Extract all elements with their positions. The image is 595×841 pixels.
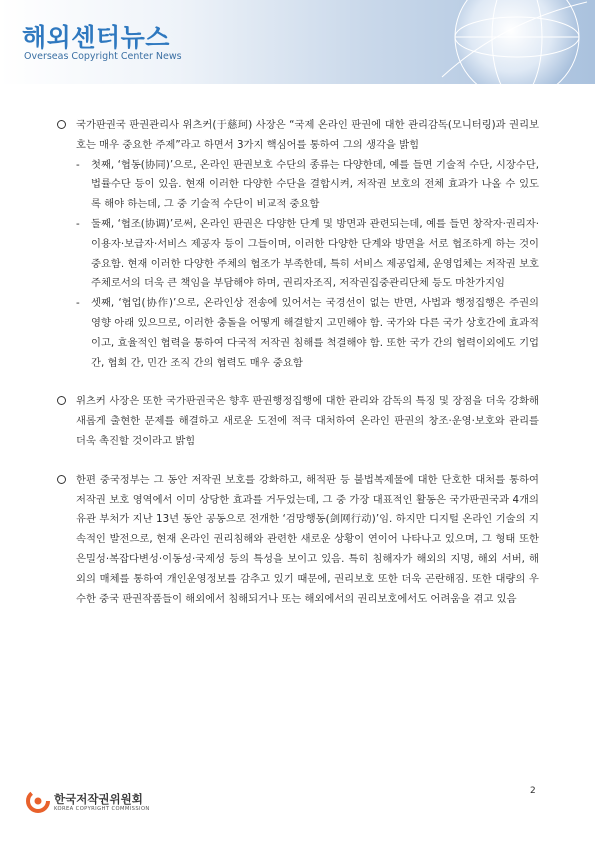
circle-bullet-icon — [57, 120, 66, 129]
sub-item-text: 셋째, ‘협업(协作)’으로, 온라인상 전송에 있어서는 국경선이 없는 반면, 사법과 행정집행은 주권의 영향 아래 있으므로, 이러한 충돌을 어떻게 해결할지 고민해야 함. 국가와 다른 국가 상호간에 효과적이고, 효율적인 협력을 통하여 다국적 저작권 침해를 척결해야 함. 또한 국가 간의 협력이외에도 기업 간, 협회 간, 민간 조직 간의 협력도 매우 중요함 — [91, 297, 539, 369]
bullet-paragraph — [57, 392, 539, 451]
globe-graphic — [422, 0, 587, 84]
header-banner — [0, 0, 595, 84]
dash-marker: - — [76, 158, 80, 171]
bullet-paragraph — [57, 116, 539, 156]
paragraph-text: 국가판권국 판권관리사 위츠커(于慈珂) 사장은 “국제 온라인 판권에 대한 관리감독(모니터링)과 권리보호는 매우 중요한 주제”라고 하면서 3가지 핵심어를 통하여 그의 생각을 밝힘 — [76, 119, 539, 151]
bullet-paragraph — [57, 471, 539, 610]
paragraph-text: 위츠커 사장은 또한 국가판권국은 향후 판권행정집행에 대한 관리와 감독의 특징 및 장점을 더욱 강화해 새롭게 출현한 문제를 해결하고 새로운 도전에 적극 대처하여 온라인 판권의 창조·운영·보호와 관리를 더욱 촉진할 것이라고 밝힘 — [76, 395, 539, 447]
circle-bullet-icon — [57, 396, 66, 405]
sub-item — [57, 156, 539, 215]
article-body — [57, 116, 539, 609]
sub-item — [57, 294, 539, 373]
circle-bullet-icon — [57, 475, 66, 484]
sub-item-text: 첫째, ‘협동(协同)’으로, 온라인 판권보호 수단의 종류는 다양한데, 예를 들면 기술적 수단, 시장수단, 법률수단 등이 있음. 현재 이러한 다양한 수단을 결합시켜, 저작권 보호의 전체 효과가 나올 수 있도록 해야 하는데, 그 중 기술적 수단이 비교적 중요함 — [91, 158, 539, 211]
sub-item-text: 둘째, ‘협조(协调)’로써, 온라인 판권은 다양한 단계 및 방면과 관련되는데, 예를 들면 창작자·권리자·이용자·보급자·서비스 제공자 등이 그들이며, 이러한 다양한 단계와 방면을 서로 협조하게 하는 것이 중요함. 현재 이러한 다양한 주체의 협조가 부족한데, 특히 서비스 제공업체, 운영업체는 저작권 보호 주체로서의 더욱 큰 책임을 부담해야 하며, 권리자조직, 저작권집중관리단체 등도 마찬가지임 — [91, 217, 539, 290]
paragraph-text: 한편 중국정부는 그 동안 저작권 보호를 강화하고, 해적판 등 불법복제물에 대한 단호한 대처를 통하여 저작권 보호 영역에서 이미 상당한 효과를 거두었는데, 그 중 가장 대표적인 활동은 국가판권국과 4개의 유관 부처가 지난 13년 동안 공동으로 전개한 ‘검망행동(剑网行动)’임. 하지만 디지털 온라인 기술의 지속적인 발전으로, 현재 온라인 권리침해와 관련한 새로운 상황이 연이어 나타나고 있으며, 그 형태 또한 은밀성·복잡다변성·이동성·국제성 등의 특성을 보이고 있음. 특히 침해자가 해외의 지명, 해외 서버, 해외의 매체를 통하여 개인운영정보를 감추고 있기 때문에, 권리보호 또한 더욱 곤란해짐. 또한 대량의 우수한 중국 판권작품들이 해외에서 침해되거나 또는 해외에서의 권리보호에서도 어려움을 겪고 있음 — [76, 473, 539, 605]
copyright-commission-logo-icon — [26, 789, 50, 813]
page-number: 2 — [530, 786, 536, 796]
organization-name-english: KOREA COPYRIGHT COMMISSION — [54, 806, 150, 812]
dash-marker: - — [76, 217, 80, 230]
newsletter-title: 해외센터뉴스 — [22, 23, 170, 52]
newsletter-subtitle: Overseas Copyright Center News — [24, 51, 182, 62]
organization-name: 한국저작권위원회 — [54, 792, 143, 806]
sub-item — [57, 215, 539, 294]
dash-marker: - — [76, 297, 80, 310]
